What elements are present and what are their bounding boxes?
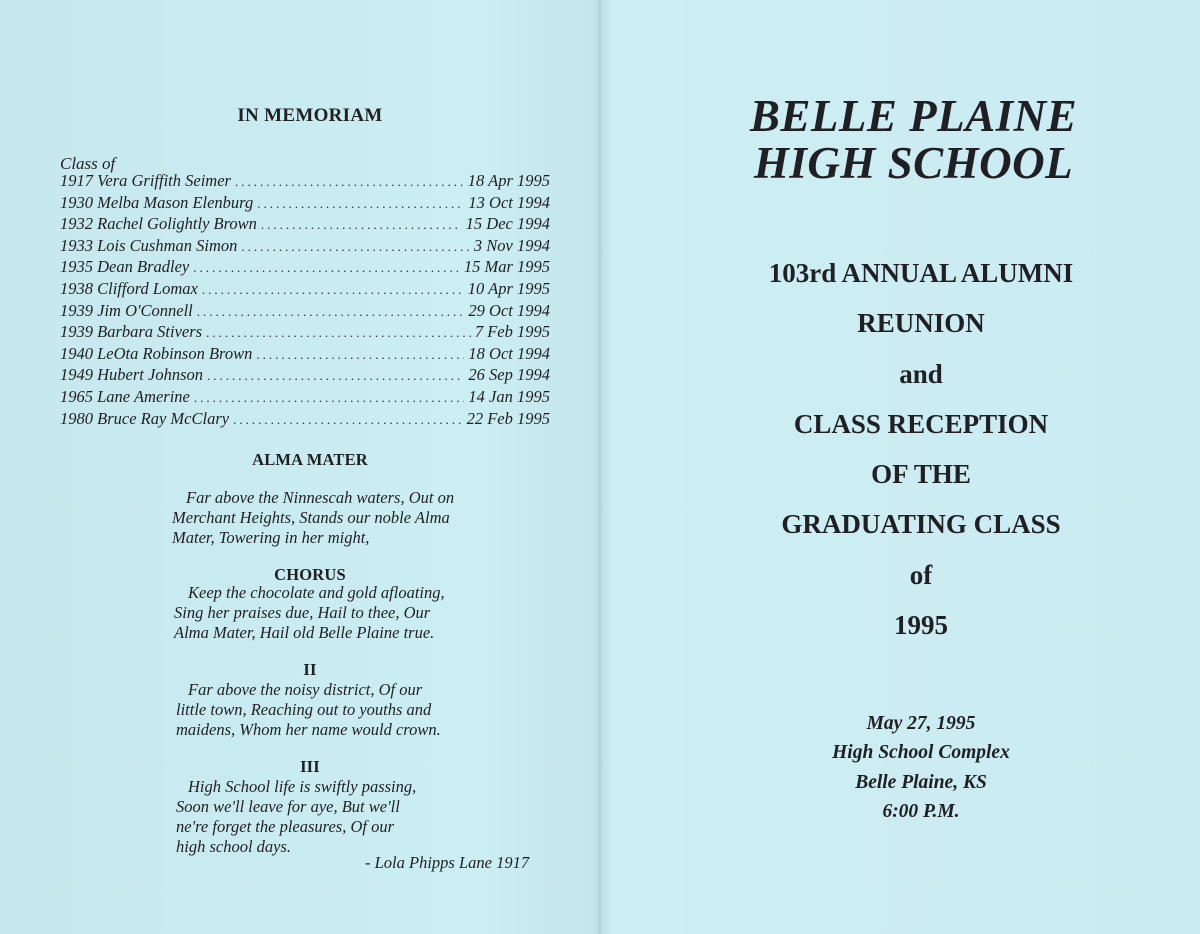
verse-line: Alma Mater, Hail old Belle Plaine true.	[174, 623, 435, 642]
event-line-8: 1995	[894, 610, 948, 640]
entry-date: 18 Apr 1995	[467, 171, 550, 190]
chorus	[174, 583, 445, 643]
leader-dots	[241, 239, 470, 255]
verse-line: Far above the Ninnescah waters, Out on	[186, 488, 455, 507]
entry-date: 29 Oct 1994	[468, 300, 550, 320]
entry-date: 15 Dec 1994	[465, 214, 550, 234]
event-line-3: and	[899, 359, 943, 389]
verse-2	[176, 680, 441, 740]
entry-name: 1917 Vera Griffith Seimer	[60, 171, 231, 190]
verse-line: Merchant Heights, Stands our noble Alma	[172, 508, 450, 527]
leader-dots	[235, 174, 464, 190]
verse-line: Mater, Towering in her might,	[172, 528, 370, 547]
entry-date: 10 Apr 1995	[467, 278, 550, 298]
leader-dots	[202, 282, 464, 298]
memoriam-entry	[60, 236, 550, 258]
entry-date: 26 Sep 1994	[468, 365, 550, 385]
event-line-1: 103rd ANNUAL ALUMNI	[768, 258, 1074, 288]
verse-3-title: III	[300, 757, 320, 776]
class-of-label: Class of	[60, 154, 116, 173]
alma-mater-title: ALMA MATER	[252, 450, 368, 469]
memoriam-entry	[60, 322, 550, 344]
entry-name: 1939 Jim O'Connell	[60, 300, 193, 320]
memoriam-title: IN MEMORIAM	[237, 105, 383, 126]
entry-name: 1940 LeOta Robinson Brown	[60, 343, 253, 363]
event-venue: High School Complex	[832, 742, 1010, 763]
entry-date: 15 Mar 1995	[463, 257, 550, 277]
right-panel	[601, 0, 1200, 934]
verse-line: High School life is swiftly passing,	[188, 777, 417, 796]
chorus-title: CHORUS	[274, 565, 346, 584]
memoriam-entry	[60, 387, 550, 409]
leader-dots	[257, 196, 464, 212]
leader-dots	[261, 217, 462, 233]
leader-dots	[206, 325, 471, 341]
memoriam-entry	[60, 409, 550, 431]
event-line-5: OF THE	[871, 459, 971, 489]
entry-date: 18 Oct 1994	[468, 343, 550, 363]
event-date: May 27, 1995	[866, 713, 976, 734]
verse-line: Keep the chocolate and gold afloating,	[188, 583, 445, 602]
verse-line: Soon we'll leave for aye, But we'll	[176, 797, 400, 816]
entry-name: 1949 Hubert Johnson	[60, 365, 203, 385]
leader-dots	[193, 260, 460, 276]
school-name-line-1: BELLE PLAINE	[749, 91, 1078, 141]
school-name-line-2: HIGH SCHOOL	[753, 138, 1074, 188]
entry-name: 1980 Bruce Ray McClary	[60, 408, 230, 428]
entry-name: 1939 Barbara Stivers	[60, 322, 203, 342]
memoriam-entry	[60, 301, 550, 323]
verse-line: maidens, Whom her name would crown.	[176, 720, 441, 739]
entry-date: 3 Nov 1994	[473, 235, 550, 255]
entry-name: 1932 Rachel Golightly Brown	[60, 214, 257, 234]
memoriam-entry	[60, 171, 550, 193]
event-line-4: CLASS RECEPTION	[793, 409, 1049, 439]
verse-3	[176, 777, 416, 857]
left-panel	[0, 0, 598, 934]
leader-dots	[233, 412, 463, 428]
event-line-6: GRADUATING CLASS	[781, 509, 1061, 539]
entry-date: 13 Oct 1994	[468, 192, 550, 212]
entry-date: 14 Jan 1995	[468, 386, 550, 406]
entry-name: 1938 Clifford Lomax	[60, 278, 198, 298]
leader-dots	[194, 390, 465, 406]
entry-name: 1935 Dean Bradley	[60, 257, 190, 277]
memoriam-entry	[60, 279, 550, 301]
verse-line: Far above the noisy district, Of our	[188, 680, 423, 699]
memoriam-entry	[60, 365, 550, 387]
memoriam-entry	[60, 257, 550, 279]
memoriam-entry	[60, 344, 550, 366]
leader-dots	[256, 347, 464, 363]
verse-line: ne're forget the pleasures, Of our	[176, 817, 394, 836]
event-location: Belle Plaine, KS	[855, 772, 987, 793]
leader-dots	[197, 304, 465, 320]
verse-line: little town, Reaching out to youths and	[176, 700, 432, 719]
entry-date: 7 Feb 1995	[474, 322, 550, 342]
memoriam-entry	[60, 214, 550, 236]
verse-2-title: II	[303, 660, 317, 679]
verse-line: high school days.	[176, 837, 292, 856]
memoriam-list	[60, 171, 550, 430]
leader-dots	[207, 368, 464, 384]
author-credit: - Lola Phipps Lane 1917	[365, 853, 530, 872]
verse-1	[172, 488, 454, 548]
entry-name: 1965 Lane Amerine	[60, 386, 190, 406]
entry-name: 1933 Lois Cushman Simon	[60, 235, 238, 255]
event-time: 6:00 P.M.	[882, 801, 960, 822]
event-line-2: REUNION	[857, 308, 985, 338]
event-line-7: of	[909, 560, 933, 590]
entry-name: 1930 Melba Mason Elenburg	[60, 192, 254, 212]
verse-line: Sing her praises due, Hail to thee, Our	[174, 603, 431, 622]
entry-date: 22 Feb 1995	[466, 408, 550, 428]
memoriam-entry	[60, 193, 550, 215]
